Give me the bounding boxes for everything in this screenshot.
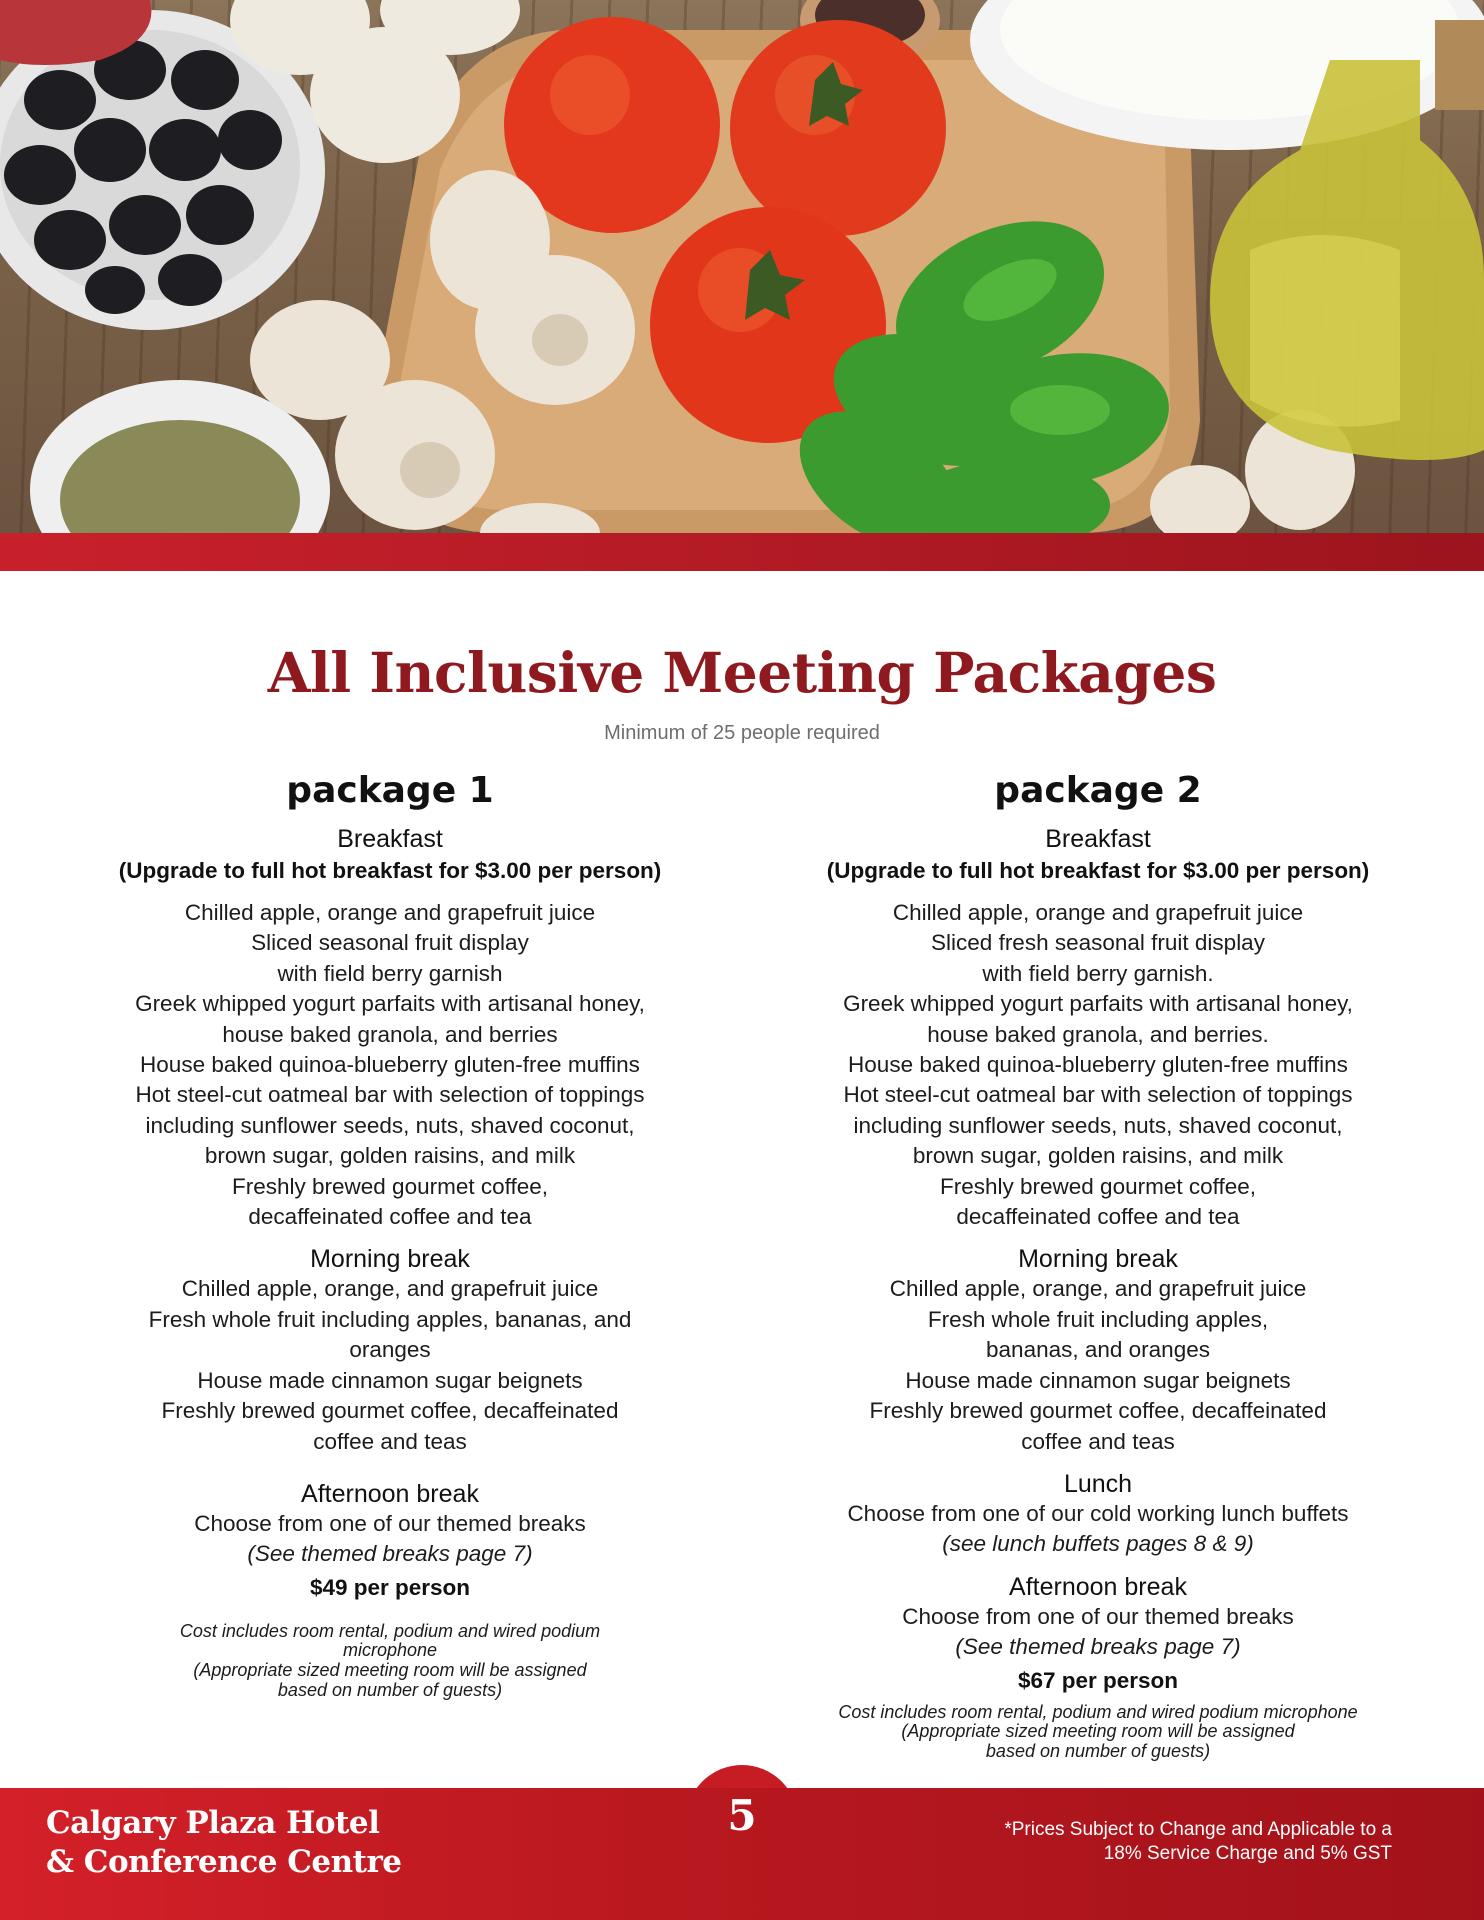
menu-line: Choose from one of our themed breaks [194,1510,586,1536]
disclaimer-line: 18% Service Charge and 5% GST [1103,1843,1392,1864]
menu-line: Hot steel-cut oatmeal bar with selection of toppings [843,1082,1353,1108]
package-1-title: package 1 [286,770,494,811]
note-line: based on number of guests) [985,1740,1211,1761]
hotel-brand-name [46,1804,402,1882]
page-title: All Inclusive Meeting Packages [267,640,1217,705]
menu-line: Choose from one of our themed breaks [902,1603,1294,1629]
package-2-morning-break-items [780,1274,1416,1456]
menu-line: House made cinnamon sugar beignets [197,1367,583,1393]
note-line: (Appropriate sized meeting room will be assigned [193,1660,587,1681]
menu-line: with field berry garnish. [982,960,1214,986]
package-2-cost-note [780,1703,1416,1762]
page-reference: (See themed breaks page 7) [247,1541,533,1567]
package-1-morning-break-heading: Morning break [310,1245,470,1274]
package-1-cost-note [75,1622,705,1701]
menu-line: coffee and teas [313,1428,467,1454]
menu-line: Chilled apple, orange and grapefruit juice [892,900,1304,925]
hero-food-photo [0,0,1484,533]
menu-line: decaffeinated coffee and tea [248,1204,532,1230]
food-illustration [0,0,1484,533]
menu-line: brown sugar, golden raisins, and milk [912,1143,1284,1169]
package-1-breakfast-heading: Breakfast [337,825,443,853]
menu-line: House made cinnamon sugar beignets [905,1367,1291,1393]
note-line: microphone [342,1640,438,1661]
note-line: (Appropriate sized meeting room will be assigned [901,1721,1295,1742]
hero-red-band [0,533,1484,571]
package-2-breakfast-upgrade: (Upgrade to full hot breakfast for $3.00 per person) [826,858,1370,883]
menu-line: decaffeinated coffee and tea [956,1204,1240,1230]
brand-line: Calgary Plaza Hotel [46,1805,380,1841]
package-1-morning-break-items [75,1274,705,1456]
page-reference: (See themed breaks page 7) [955,1634,1241,1660]
menu-line: brown sugar, golden raisins, and milk [204,1143,576,1169]
package-1-afternoon-break-heading: Afternoon break [301,1479,479,1508]
menu-line: Freshly brewed gourmet coffee, [232,1173,548,1199]
note-line: Cost includes room rental, podium and wired podium [179,1620,601,1641]
menu-line: Freshly brewed gourmet coffee, decaffeinated [161,1398,619,1424]
menu-line: House baked quinoa-blueberry gluten-free muffins [140,1052,640,1078]
menu-line: house baked granola, and berries. [927,1021,1269,1047]
menu-line: Chilled apple, orange, and grapefruit juice [889,1276,1307,1302]
page-number: 5 [727,1791,757,1840]
menu-line: Choose from one of our cold working lunch buffets [847,1500,1349,1526]
menu-line: oranges [349,1337,431,1363]
package-2-column [780,768,1416,1762]
menu-line: including sunflower seeds, nuts, shaved coconut, [853,1112,1343,1138]
note-line: based on number of guests) [277,1679,503,1700]
price-disclaimer [1004,1818,1392,1866]
menu-line: bananas, and oranges [986,1337,1210,1363]
package-1-breakfast-items [75,898,705,1232]
menu-line: coffee and teas [1021,1428,1175,1454]
package-2-lunch-items [780,1499,1416,1560]
brand-line: & Conference Centre [46,1844,402,1880]
menu-line: Chilled apple, orange and grapefruit juice [184,900,596,925]
menu-line: Chilled apple, orange, and grapefruit juice [181,1276,599,1302]
menu-line: Freshly brewed gourmet coffee, [940,1173,1256,1199]
menu-line: Freshly brewed gourmet coffee, decaffeinated [869,1398,1327,1424]
package-2-breakfast-items [780,898,1416,1232]
menu-line: Fresh whole fruit including apples, bananas, and [148,1306,632,1332]
menu-line: Hot steel-cut oatmeal bar with selection of toppings [135,1082,645,1108]
menu-line: Sliced seasonal fruit display [251,930,529,956]
menu-line: Greek whipped yogurt parfaits with artisanal honey, [135,991,645,1017]
menu-line: Sliced fresh seasonal fruit display [931,930,1265,956]
bottle-cork [1435,20,1484,110]
note-line: Cost includes room rental, podium and wired podium microphone [838,1701,1358,1722]
package-2-morning-break-heading: Morning break [1018,1245,1178,1274]
package-1-breakfast-upgrade: (Upgrade to full hot breakfast for $3.00 per person) [118,858,662,883]
menu-line: house baked granola, and berries [222,1021,558,1047]
menu-line: Greek whipped yogurt parfaits with artisanal honey, [843,991,1353,1017]
menu-line: with field berry garnish [277,960,503,986]
package-1-afternoon-break-items [75,1509,705,1570]
menu-line: House baked quinoa-blueberry gluten-free muffins [848,1052,1348,1078]
package-2-price: $67 per person [1017,1667,1179,1693]
menu-line: including sunflower seeds, nuts, shaved coconut, [145,1112,635,1138]
menu-line: Fresh whole fruit including apples, [927,1306,1269,1332]
package-2-afternoon-break-heading: Afternoon break [1009,1572,1187,1601]
package-1-column [75,768,705,1701]
package-2-breakfast-heading: Breakfast [1045,825,1151,853]
disclaimer-line: *Prices Subject to Change and Applicable to a [1004,1819,1392,1840]
package-2-afternoon-break-items [780,1602,1416,1663]
package-2-lunch-heading: Lunch [1063,1469,1133,1498]
package-1-price: $49 per person [309,1574,471,1600]
package-2-title: package 2 [994,770,1202,811]
page-subtitle: Minimum of 25 people required [604,722,880,744]
page-reference: (see lunch buffets pages 8 & 9) [942,1531,1254,1557]
